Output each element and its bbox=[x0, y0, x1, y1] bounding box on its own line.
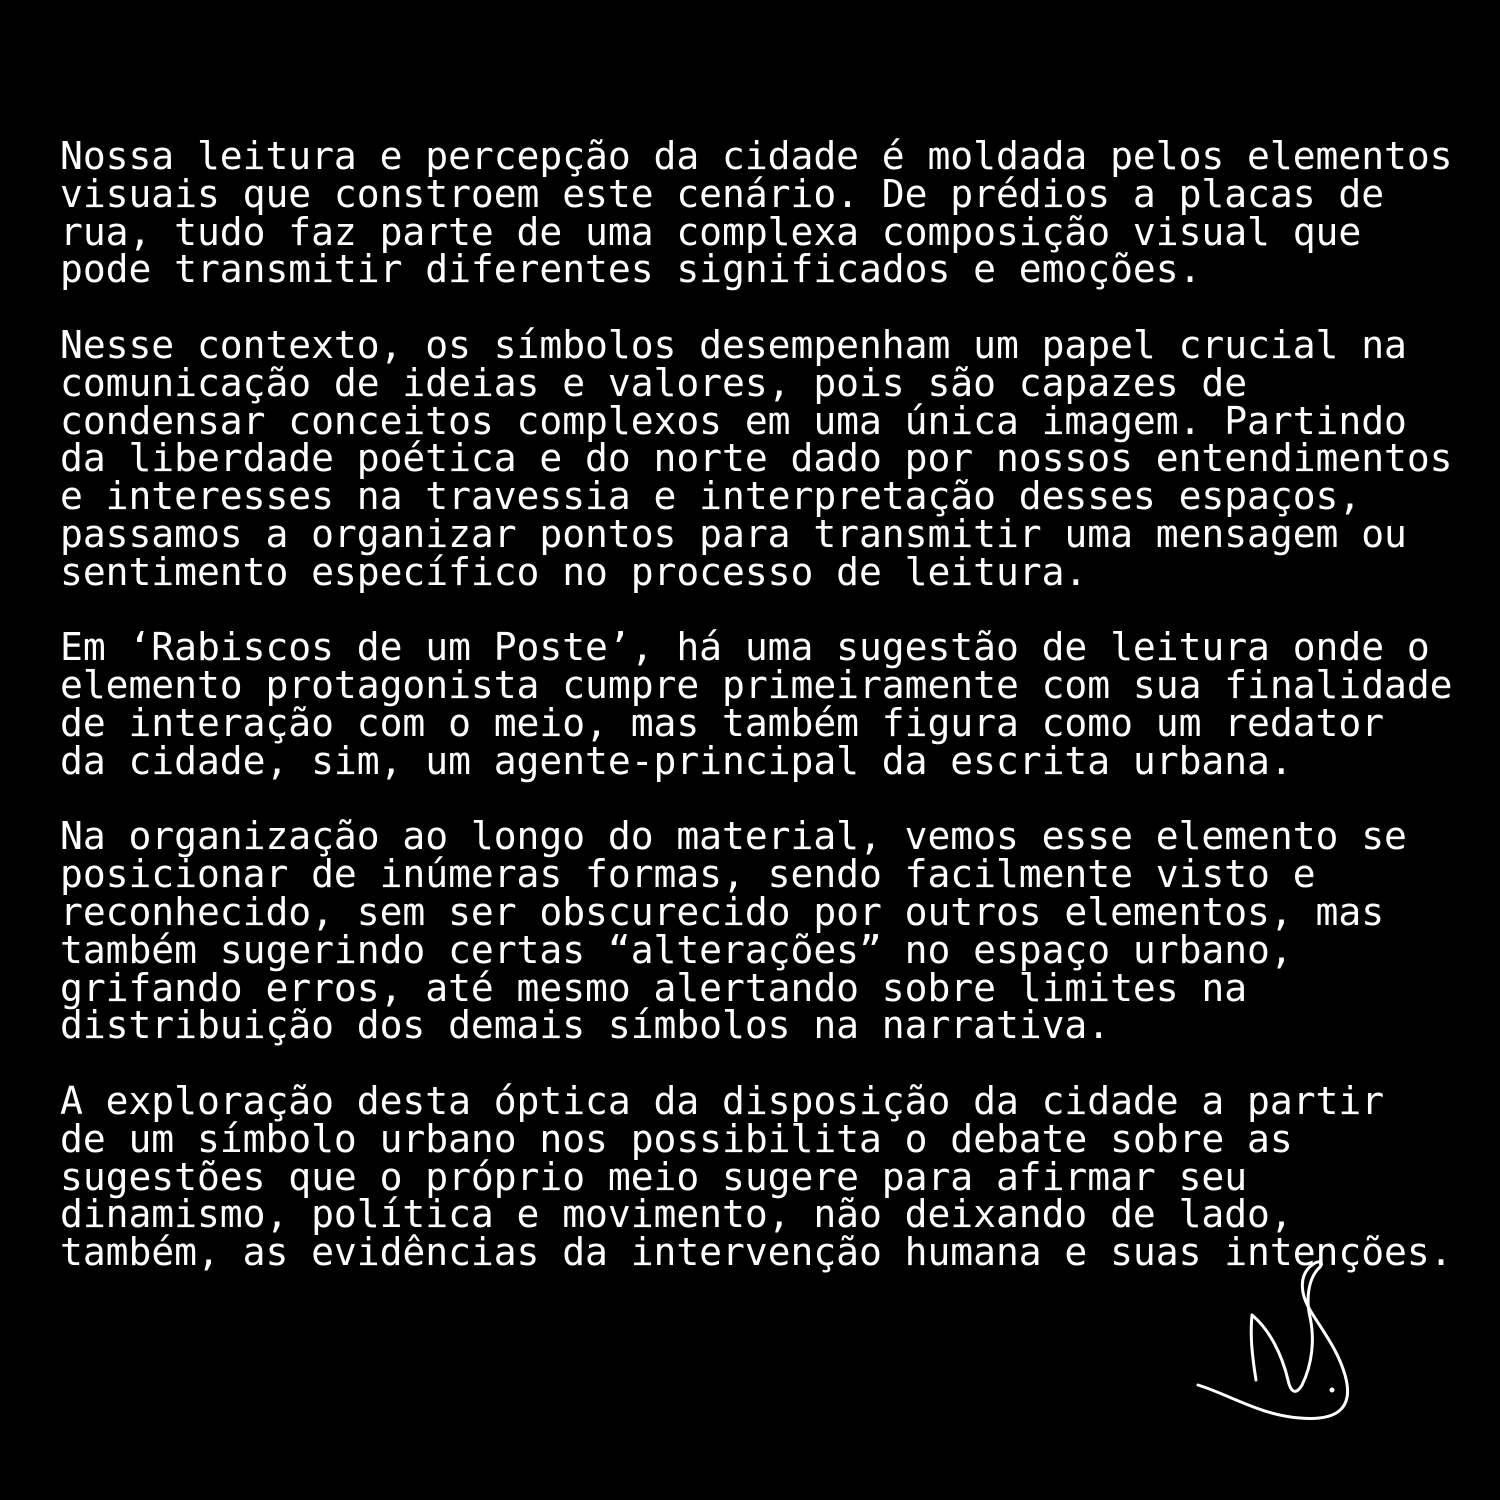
text-line: da liberdade poética e do norte dado por nossos entendimentos bbox=[60, 436, 1453, 481]
text-line: reconhecido, sem ser obscurecido por outros elementos, mas bbox=[60, 889, 1385, 934]
paragraph-5 bbox=[60, 1078, 1480, 1275]
text-line: de interação com o meio, mas também figura como um redator bbox=[60, 700, 1385, 745]
text-line: sentimento específico no processo de leitura. bbox=[60, 549, 1088, 594]
paragraph-1 bbox=[60, 134, 1480, 292]
text-line: Nesse contexto, os símbolos desempenham um papel crucial na bbox=[60, 322, 1407, 367]
text-line: e interesses na travessia e interpretação desses espaços, bbox=[60, 474, 1362, 519]
paragraph-2 bbox=[60, 322, 1480, 594]
handwritten-signature-icon bbox=[1190, 1255, 1360, 1425]
text-line: também sugerindo certas “alterações” no espaço urbano, bbox=[60, 927, 1293, 972]
paragraph-3 bbox=[60, 625, 1480, 783]
text-line: Em ‘Rabiscos de um Poste’, há uma sugestão de leitura onde o bbox=[60, 625, 1430, 670]
text-line: sugestões que o próprio meio sugere para afirmar seu bbox=[60, 1154, 1248, 1199]
text-line: Na organização ao longo do material, vemos esse elemento se bbox=[60, 814, 1407, 859]
text-line: de um símbolo urbano nos possibilita o debate sobre as bbox=[60, 1116, 1293, 1161]
paragraph-4 bbox=[60, 814, 1480, 1048]
signature-stroke bbox=[1198, 1262, 1348, 1419]
text-line: também, as evidências da intervenção humana e suas intenções. bbox=[60, 1230, 1453, 1275]
text-line: rua, tudo faz parte de uma complexa composição visual que bbox=[60, 209, 1362, 254]
text-line: posicionar de inúmeras formas, sendo facilmente visto e bbox=[60, 852, 1316, 897]
text-line: elemento protagonista cumpre primeiramente com sua finalidade bbox=[60, 663, 1453, 708]
text-line: comunicação de ideias e valores, pois são capazes de bbox=[60, 360, 1248, 405]
text-line: A exploração desta óptica da disposição da cidade a partir bbox=[60, 1078, 1385, 1123]
signature-dot bbox=[1330, 1388, 1335, 1393]
text-line: pode transmitir diferentes significados e emoções. bbox=[60, 247, 1202, 292]
text-line: grifando erros, até mesmo alertando sobre limites na bbox=[60, 965, 1248, 1010]
text-line: passamos a organizar pontos para transmitir uma mensagem ou bbox=[60, 511, 1407, 556]
text-line: da cidade, sim, um agente-principal da escrita urbana. bbox=[60, 738, 1293, 783]
text-line: Nossa leitura e percepção da cidade é moldada pelos elementos bbox=[60, 134, 1453, 178]
text-line: distribuição dos demais símbolos na narrativa. bbox=[60, 1003, 1111, 1048]
body-text bbox=[60, 134, 1480, 1310]
text-line: visuais que constroem este cenário. De prédios a placas de bbox=[60, 171, 1385, 216]
text-line: condensar conceitos complexos em uma única imagem. Partindo bbox=[60, 398, 1407, 443]
text-line: dinamismo, política e movimento, não deixando de lado, bbox=[60, 1192, 1293, 1237]
